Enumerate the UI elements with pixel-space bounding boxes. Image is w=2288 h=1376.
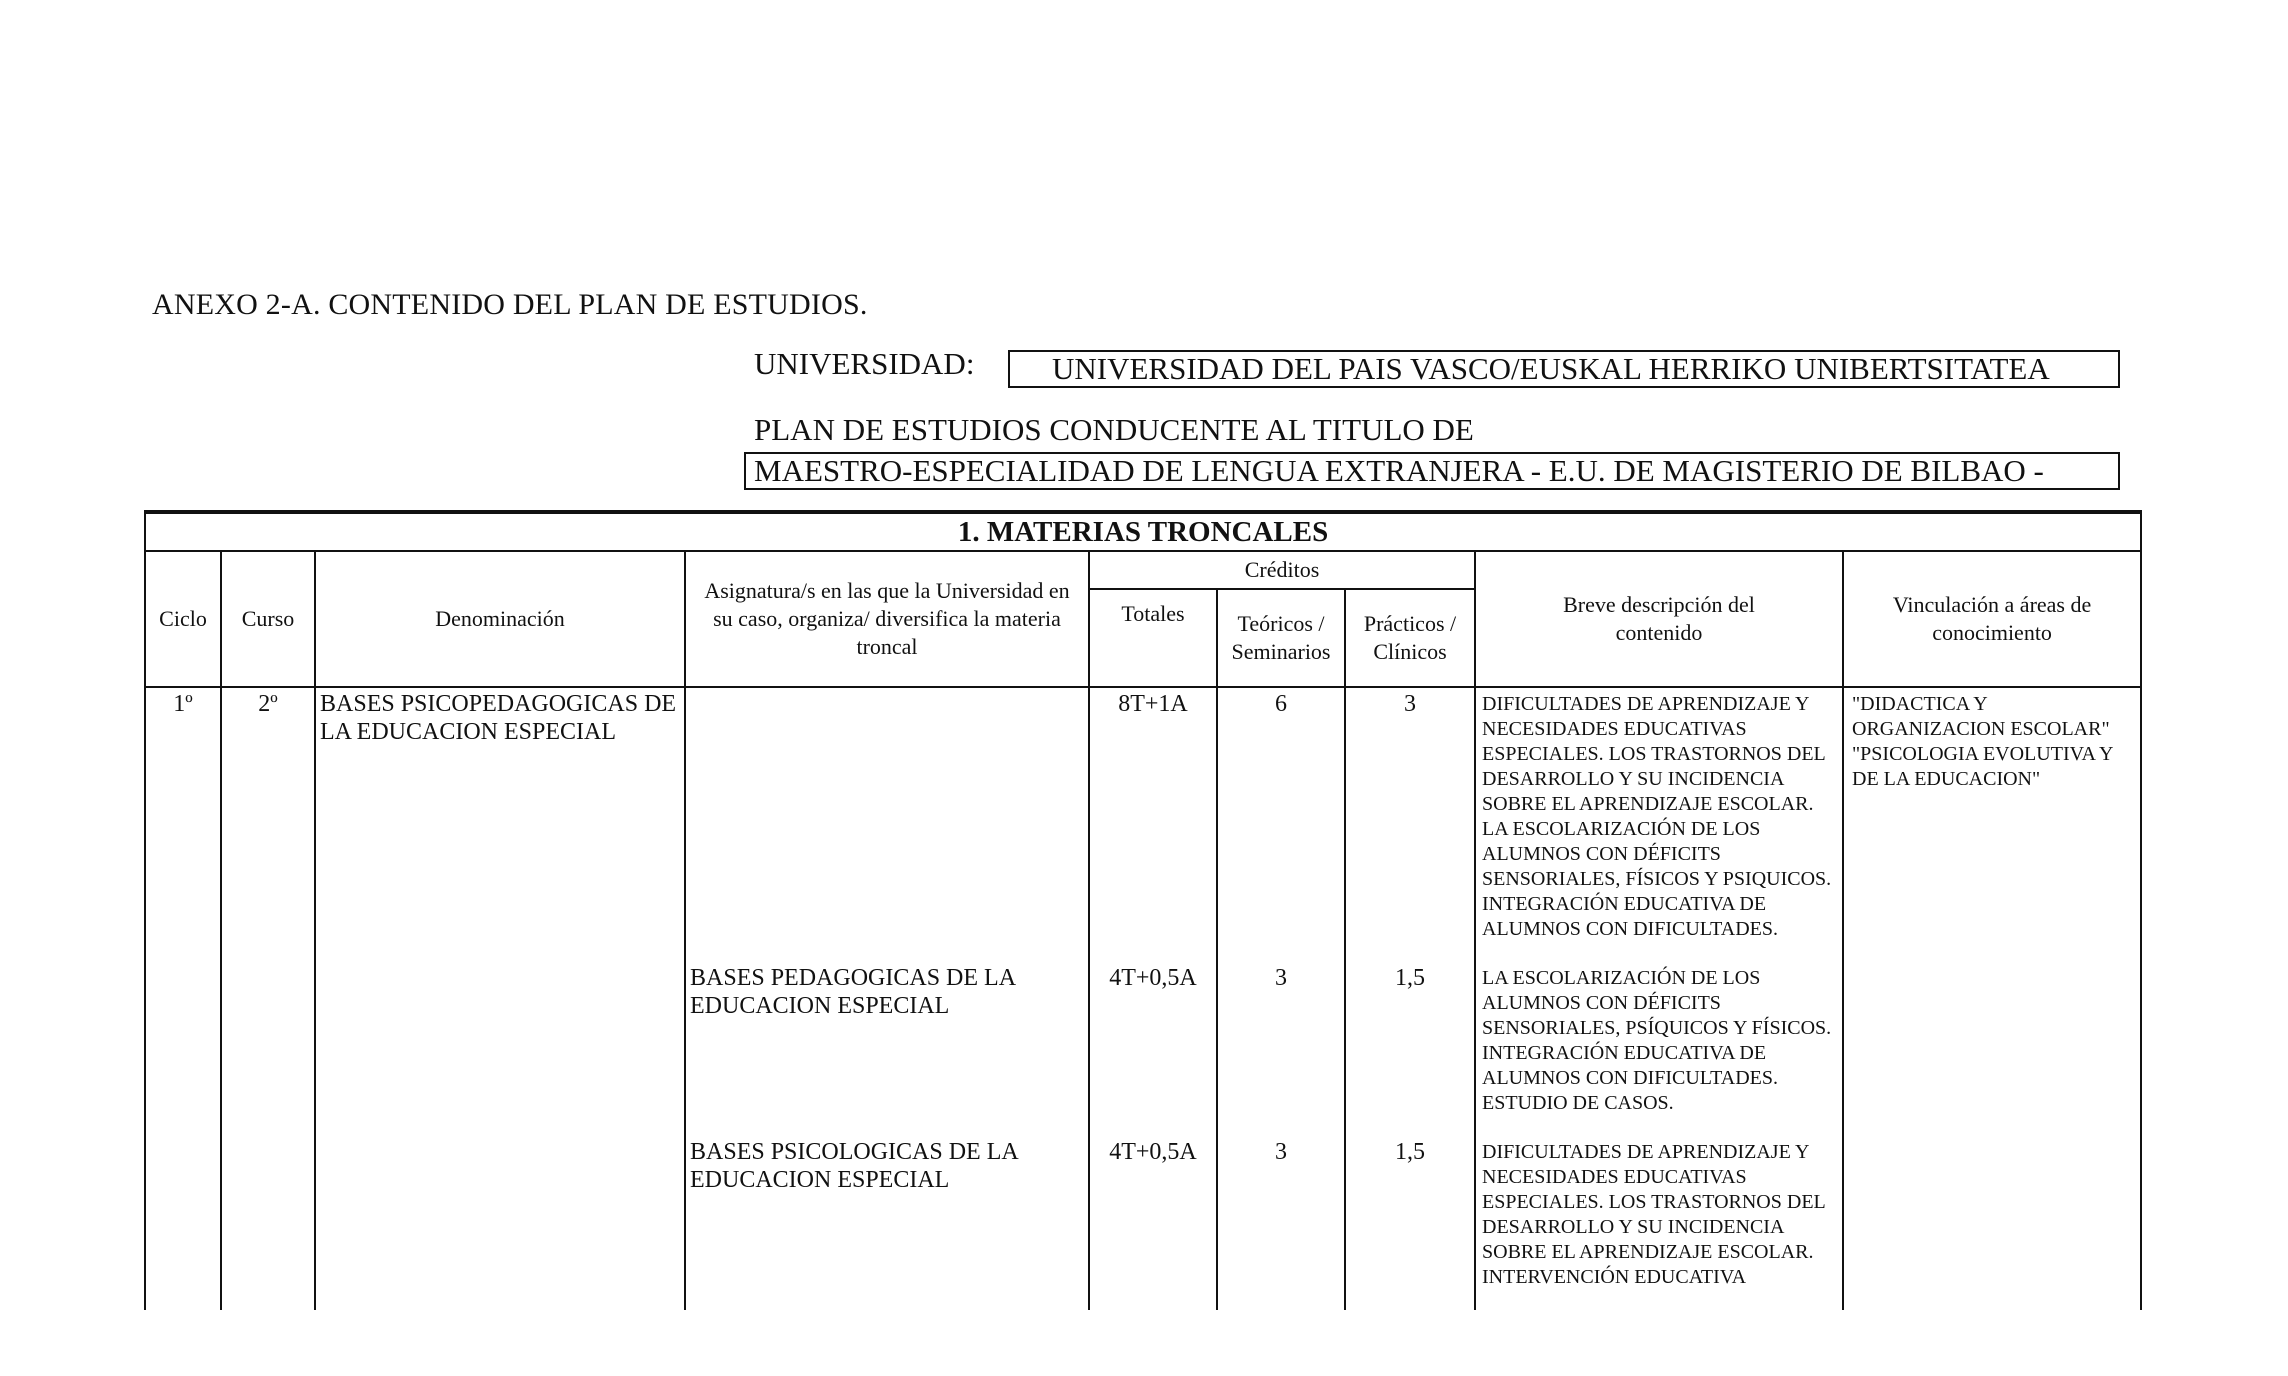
header-asignatura: Asignatura/s en las que la Universidad en su caso, organiza/ diversifica la materia troncal: [685, 551, 1089, 687]
cell-curso: [221, 1136, 315, 1310]
cell-ciclo: 1º: [145, 687, 221, 962]
cell-denominacion: [315, 1136, 685, 1310]
header-curso: Curso: [221, 551, 315, 687]
header-denominacion: Denominación: [315, 551, 685, 687]
cell-descripcion: DIFICULTADES DE APRENDIZAJE Y NECESIDADES EDUCATIVAS ESPECIALES. LOS TRASTORNOS DEL DESARROLLO Y SU INCIDENCIA SOBRE EL APRENDIZAJE ESCOLAR. LA ESCOLARIZACIÓN DE LOS ALUMNOS CON DÉFICITS SENSORIALES, FÍSICOS Y PSIQUICOS. INTEGRACIÓN EDUCATIVA DE ALUMNOS CON DIFICULTADES.: [1475, 687, 1843, 962]
cell-denominacion: BASES PSICOPEDAGOGICAS DE LA EDUCACION ESPECIAL: [315, 687, 685, 962]
cell-teoricos: 6: [1217, 687, 1345, 962]
cell-teoricos: 3: [1217, 962, 1345, 1136]
degree-title-box: MAESTRO-ESPECIALIDAD DE LENGUA EXTRANJERA - E.U. DE MAGISTERIO DE BILBAO -: [744, 452, 2120, 490]
table-row: [145, 962, 2141, 1136]
cell-practicos: 1,5: [1345, 1136, 1475, 1310]
cell-ciclo: [145, 1136, 221, 1310]
header-totales: Totales: [1089, 589, 1217, 687]
header-vinculacion: Vinculación a áreas de conocimiento: [1843, 551, 2141, 687]
cell-denominacion: [315, 962, 685, 1136]
cell-asignatura: [685, 687, 1089, 962]
cell-totales: 4T+0,5A: [1089, 962, 1217, 1136]
cell-asignatura: BASES PEDAGOGICAS DE LA EDUCACION ESPECIAL: [685, 962, 1089, 1136]
table-row: [145, 687, 2141, 962]
header-teoricos: Teóricos / Seminarios: [1217, 589, 1345, 687]
cell-descripcion: LA ESCOLARIZACIÓN DE LOS ALUMNOS CON DÉFICITS SENSORIALES, PSÍQUICOS Y FÍSICOS. INTEGRACIÓN EDUCATIVA DE ALUMNOS CON DIFICULTADES. ESTUDIO DE CASOS.: [1475, 962, 1843, 1136]
cell-asignatura: BASES PSICOLOGICAS DE LA EDUCACION ESPECIAL: [685, 1136, 1089, 1310]
cell-totales: 8T+1A: [1089, 687, 1217, 962]
cell-vinculacion: [1843, 1136, 2141, 1310]
cell-descripcion: DIFICULTADES DE APRENDIZAJE Y NECESIDADES EDUCATIVAS ESPECIALES. LOS TRASTORNOS DEL DESARROLLO Y SU INCIDENCIA SOBRE EL APRENDIZAJE ESCOLAR. INTERVENCIÓN EDUCATIVA: [1475, 1136, 1843, 1310]
university-label: UNIVERSIDAD:: [754, 346, 975, 381]
header-creditos: Créditos: [1089, 551, 1475, 589]
cell-curso: [221, 962, 315, 1136]
cell-vinculacion: [1843, 962, 2141, 1136]
table-title: 1. MATERIAS TRONCALES: [145, 512, 2141, 551]
cell-curso: 2º: [221, 687, 315, 962]
cell-practicos: 3: [1345, 687, 1475, 962]
cell-practicos: 1,5: [1345, 962, 1475, 1136]
header-ciclo: Ciclo: [145, 551, 221, 687]
header-practicos: Prácticos / Clínicos: [1345, 589, 1475, 687]
cell-teoricos: 3: [1217, 1136, 1345, 1310]
university-value-box: UNIVERSIDAD DEL PAIS VASCO/EUSKAL HERRIKO UNIBERTSITATEA: [1008, 350, 2120, 388]
materias-troncales-table: [144, 510, 2120, 1310]
annex-title: ANEXO 2-A. CONTENIDO DEL PLAN DE ESTUDIOS.: [152, 288, 868, 321]
header-descripcion: Breve descripción del contenido: [1475, 551, 1843, 687]
cell-ciclo: [145, 962, 221, 1136]
cell-totales: 4T+0,5A: [1089, 1136, 1217, 1310]
plan-label: PLAN DE ESTUDIOS CONDUCENTE AL TITULO DE: [754, 412, 1474, 447]
cell-vinculacion: "DIDACTICA Y ORGANIZACION ESCOLAR" "PSICOLOGIA EVOLUTIVA Y DE LA EDUCACION": [1843, 687, 2141, 962]
table-row: [145, 1136, 2141, 1310]
